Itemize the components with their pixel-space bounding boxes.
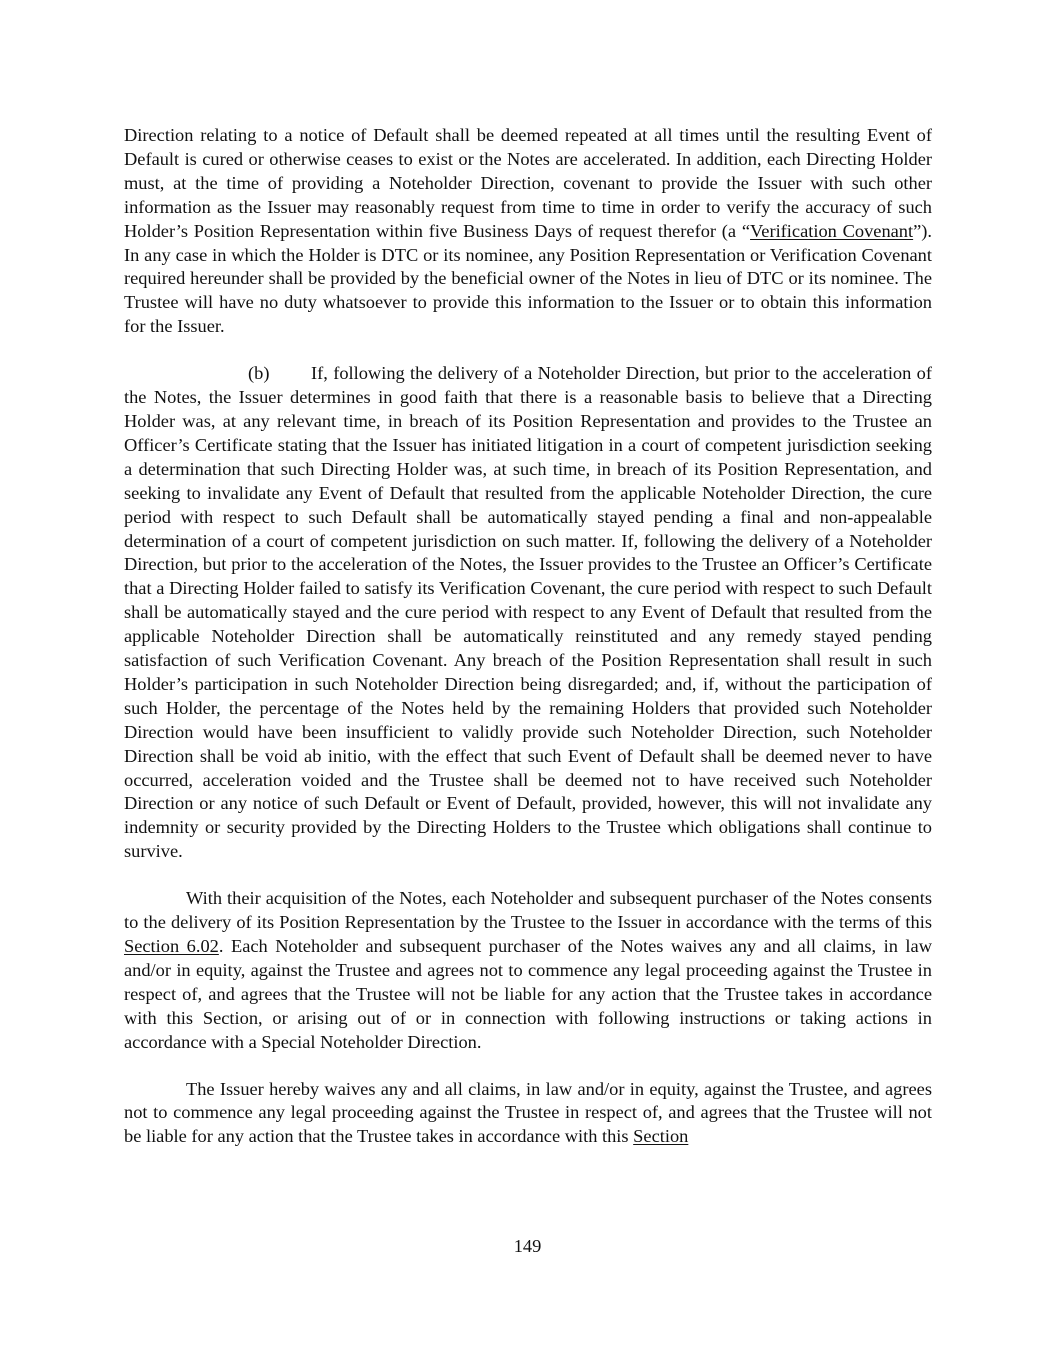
text-segment: With their acquisition of the Notes, each Noteholder and subsequent purchaser of the Notes consents to the delivery of its Position Representation by the Trustee to the Issuer in accordance with the terms of this: [124, 888, 932, 933]
paragraph-direction-continuation: [124, 124, 932, 339]
section-reference: Section: [633, 1126, 689, 1147]
defined-term-verification-covenant: Verification Covenant: [750, 220, 914, 241]
paragraph-b: [124, 362, 932, 864]
text-segment: Direction relating to a notice of Default shall be deemed repeated at all times until the resulting Event of Default is cured or otherwise ceases to exist or the Notes are accelerated. In addition, each Directing Holder must, at the time of providing a Noteholder Direction, covenant to provide the Issuer with such other information as the Issuer may reasonably request from time to time in order to verify the accuracy of such Holder’s Position Representation within five Business Days of request therefor (a “: [124, 125, 932, 241]
document-page: [124, 124, 932, 1149]
section-reference-6-02: Section 6.02: [124, 936, 219, 956]
paragraph-issuer-waiver: [124, 1078, 932, 1150]
paragraph-noteholder-consent: [124, 887, 932, 1054]
text-segment: The Issuer hereby waives any and all claims, in law and/or in equity, against the Trustee, and agrees not to commence any legal proceeding against the Trustee in respect of, and agrees that the Trustee will not be liable for any action that the Trustee takes in accordance with this: [124, 1078, 932, 1147]
text-segment: ”). In any case in which the Holder is DTC or its nominee, any Position Representation or Verification Covenant required hereunder shall be provided by the beneficial owner of the Notes in lieu of DTC or its nominee. The Trustee will have no duty whatsoever to provide this information to the Issuer or to obtain this information for the Issuer.: [124, 220, 933, 337]
text-segment: If, following the delivery of a Noteholder Direction, but prior to the acceleration of the Notes, the Issuer determines in good faith that there is a reasonable basis to believe that a Directing Holder was, at any relevant time, in breach of its Position Representation and provides to the Trustee an Officer’s Certificate stating that the Issuer has initiated litigation in a court of competent jurisdiction seeking a determination that such Directing Holder was, at such time, in breach of its Position Representation, and seeking to invalidate any Event of Default that resulted from the applicable Noteholder Direction, the cure period with respect to such Default shall be automatically stayed pending a final and non-appealable determination of a court of competent jurisdiction on such matter. If, following the delivery of a Noteholder Direction, but prior to the acceleration of the Notes, the Issuer provides to the Trustee an Officer’s Certificate that a Directing Holder failed to satisfy its Verification Covenant, the cure period with respect to such Default shall be automatically stayed and the cure period with respect to any Event of Default that resulted from the applicable Noteholder Direction shall be automatically reinstituted and any remedy stayed pending satisfaction of such Verification Covenant. Any breach of the Position Representation shall result in such Holder’s participation in such Noteholder Direction being disregarded; and, if, without the participation of such Holder, the percentage of the Notes held by the remaining Holders that provided such Noteholder Direction would have been insufficient to validly provide such Noteholder Direction, such Noteholder Direction shall be void ab initio, with the effect that such Event of Default shall be deemed never to have occurred, acceleration voided and the Trustee shall be deemed not to have received such Noteholder Direction or any notice of such Default or Event of Default, provided, however, this will not invalidate any indemnity or security provided by the Directing Holders to the Trustee which obligations shall continue to survive.: [124, 363, 932, 862]
text-segment: . Each Noteholder and subsequent purchaser of the Notes waives any and all claims, in law and/or in equity, against the Trustee and agrees not to commence any legal proceeding against the Trustee in respect of, and agrees that the Trustee will not be liable for any action that the Trustee takes in accordance with this Section, or arising out of or in connection with following instructions or taking actions in accordance with a Special Noteholder Direction.: [124, 936, 932, 1052]
clause-marker-b: (b): [248, 363, 270, 384]
page-number: 149: [513, 1236, 542, 1256]
